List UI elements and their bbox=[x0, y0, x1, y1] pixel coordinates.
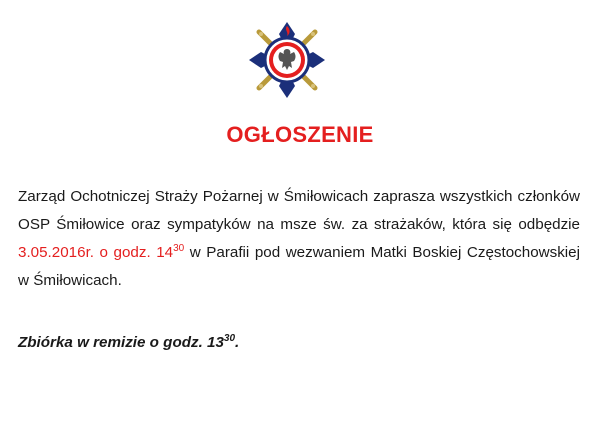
gathering-end: . bbox=[235, 334, 240, 351]
mass-time-minutes: 30 bbox=[173, 242, 185, 254]
mass-date-time bbox=[18, 244, 184, 261]
gathering-notice bbox=[18, 329, 239, 357]
mass-date-time-text: 3.05.2016r. o godz. 14 bbox=[18, 244, 174, 261]
fire-brigade-emblem-icon bbox=[247, 20, 327, 100]
gathering-text: Zbiórka w remizie o godz. 13 bbox=[18, 334, 224, 351]
body-text-part2: w Parafii pod wezwaniem Matki Boskiej Częstochowskiej w Śmiłowicach. bbox=[18, 244, 580, 289]
announcement-body bbox=[18, 183, 580, 295]
gathering-minutes: 30 bbox=[223, 332, 236, 344]
body-text-part1: Zarząd Ochotniczej Straży Pożarnej w Śmiłowicach zaprasza wszystkich członków OSP Śmiłowice oraz sympatyków na msze św. za strażaków, która się odbędzie bbox=[18, 188, 580, 233]
announcement-heading: OGŁOSZENIE bbox=[226, 122, 374, 147]
